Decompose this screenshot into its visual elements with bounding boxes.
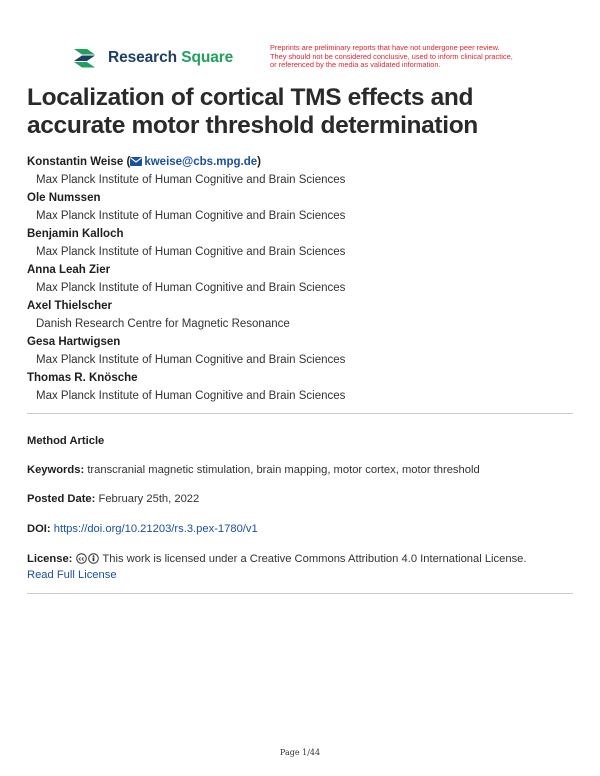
posted-date-value: February 25th, 2022 — [98, 493, 200, 505]
posted-date-line — [27, 491, 577, 507]
posted-date-label: Posted Date: — [27, 493, 96, 505]
disclaimer-line: or referenced by the media as validated information. — [270, 60, 441, 70]
author-name: Benjamin Kalloch — [27, 228, 124, 240]
doi-link[interactable]: https://doi.org/10.21203/rs.3.pex-1780/v1 — [53, 523, 258, 535]
disclaimer-line: Preprints are preliminary reports that have not undergone peer review. — [270, 43, 500, 52]
author-name: Thomas R. Knösche — [27, 372, 138, 384]
author-name: Axel Thielscher — [27, 300, 113, 312]
author-entry — [27, 369, 575, 405]
author-affiliation: Max Planck Institute of Human Cognitive and Brain Sciences — [36, 390, 346, 402]
doi-label: DOI: — [27, 523, 51, 535]
attribution-icon[interactable] — [88, 553, 99, 564]
license-line — [27, 551, 577, 583]
author-affiliation: Max Planck Institute of Human Cognitive and Brain Sciences — [36, 246, 346, 258]
author-affiliation: Max Planck Institute of Human Cognitive and Brain Sciences — [36, 282, 346, 294]
author-affiliation: Max Planck Institute of Human Cognitive and Brain Sciences — [36, 354, 346, 366]
section-divider — [27, 593, 573, 594]
creative-commons-icon[interactable] — [76, 553, 87, 564]
author-affiliation: Max Planck Institute of Human Cognitive and Brain Sciences — [36, 210, 346, 222]
preprint-disclaimer — [270, 44, 560, 70]
author-name: Konstantin Weise ( kweise@cbs.mpg.de) — [27, 156, 262, 168]
author-name: Gesa Hartwigsen — [27, 336, 121, 348]
author-name: Ole Numssen — [27, 192, 101, 204]
author-entry — [27, 297, 575, 333]
article-type: Method Article — [27, 435, 105, 447]
author-name: Anna Leah Zier — [27, 264, 111, 276]
keywords-line — [27, 462, 577, 478]
author-affiliation: Danish Research Centre for Magnetic Resonance — [36, 318, 290, 330]
license-text: This work is licensed under a Creative Commons Attribution 4.0 International License. — [102, 553, 527, 565]
envelope-icon — [130, 157, 142, 166]
svg-text:cc: cc — [78, 556, 84, 563]
author-affiliation: Max Planck Institute of Human Cognitive and Brain Sciences — [36, 174, 346, 186]
author-entry — [27, 225, 575, 261]
keywords-value: transcranial magnetic stimulation, brain mapping, motor cortex, motor threshold — [87, 464, 480, 476]
author-list — [27, 153, 575, 405]
article-title: Localization of cortical TMS effects and accurate motor threshold determination — [27, 84, 478, 139]
page-number: Page 1/44 — [279, 748, 321, 757]
author-entry — [27, 261, 575, 297]
disclaimer-line: They should not be considered conclusive, used to inform clinical practice, — [270, 51, 513, 61]
research-square-logo[interactable] — [74, 47, 233, 69]
logo-wordmark: Research Square — [108, 49, 234, 66]
author-email-link[interactable]: kweise@cbs.mpg.de — [130, 156, 257, 168]
author-entry — [27, 189, 575, 225]
research-square-logo-icon — [74, 47, 100, 69]
section-divider — [27, 413, 573, 414]
keywords-label: Keywords: — [27, 464, 85, 476]
author-entry — [27, 333, 575, 369]
author-entry — [27, 153, 575, 189]
read-full-license-link[interactable]: Read Full License — [27, 569, 117, 581]
license-label: License: — [27, 553, 73, 565]
doi-line — [27, 521, 577, 537]
